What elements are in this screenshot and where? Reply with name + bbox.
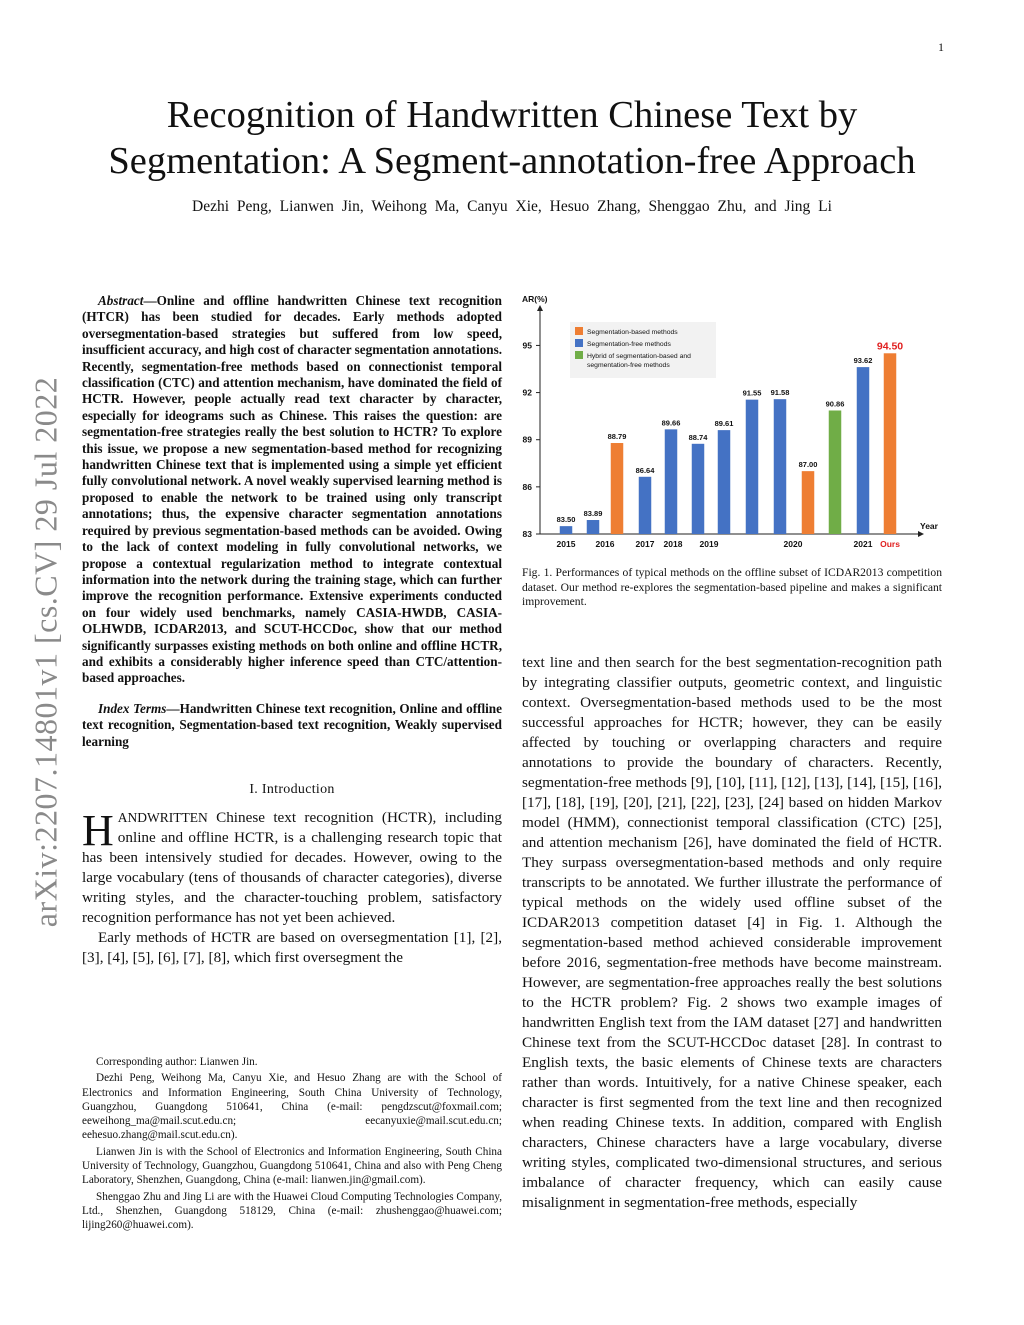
bar-88.79 xyxy=(611,443,624,534)
bar-value-label: 87.00 xyxy=(798,460,818,470)
bar-value-label: 91.55 xyxy=(742,388,762,398)
intro-paragraph-1 xyxy=(82,805,502,928)
title-line-2: Segmentation: A Segment-annotation-free Approach xyxy=(108,140,916,182)
footnotes xyxy=(82,1055,502,1235)
x-axis-label: Year xyxy=(920,521,938,531)
y-tick-label: 95 xyxy=(522,340,532,351)
intro-lead-word: ANDWRITTEN xyxy=(117,809,208,825)
bar-87.00 xyxy=(802,471,815,534)
footnote-corresponding: Corresponding author: Lianwen Jin. xyxy=(96,1056,258,1068)
x-tick-label: 2019 xyxy=(699,539,719,549)
y-axis-label: AR(%) xyxy=(522,296,548,304)
bar-value-label: 88.74 xyxy=(688,432,708,442)
y-tick-label: 86 xyxy=(522,481,532,492)
bar-chart xyxy=(518,296,948,558)
intro-paragraph-1-text: Chinese text recognition (HCTR), including online and offline HCTR, is a challenging research topic that has been intensively studied for decades. However, owing to the large vocabulary (tens of thousands of character categories), diverse writing styles, and the character-touching problem, satisfactory recognition performance has not yet been achieved. xyxy=(82,808,502,926)
section-heading-introduction: I. Introduction xyxy=(249,781,335,797)
abstract-text: —Online and offline handwritten Chinese text recognition (HTCR) has been studied for decades. Early methods adopted oversegmentation-based strategies but suffered from low speed, insufficient accuracy, and high cost of character segmentation annotations. Recently, segmentation-free methods based on connectionist temporal classification (CTC) and attention mechanism, have dominated the field of HCTR. However, people actually read text character by character, especially for ideograms such as Chinese. This raises the question: are segmentation-free strategies really the best solution to HCTR? To explore this issue, we propose a new segmentation-based method for recognizing handwritten Chinese text that is implemented using a simple yet efficient fully convolutional network. A novel weakly supervised learning method is proposed to enable the network to be trained using only transcript annotations; thus, the expensive character segmentation annotations required by previous segmentation-based methods can be avoided. Owing to the lack of context modeling in fully convolutional networks, we propose a contextual regularization method to integrate contextual information into the network during the training stage, which can further improve the recognition performance. Extensive experiments conducted on four widely used benchmarks, namely CASIA-HWDB, CASIA-OLHWDB, ICDAR2013, and SCUT-HCCDoc, show that our method significantly surpasses existing methods on both online and offline HCTR, and exhibits a considerably higher inference speed than CTC/attention-based approaches. xyxy=(82,293,502,686)
arxiv-identifier: arXiv:2207.14801v1 [cs.CV] 29 Jul 2022 xyxy=(27,376,64,928)
index-terms xyxy=(82,701,502,750)
y-tick-label: 92 xyxy=(522,387,532,398)
x-tick-label: 2017 xyxy=(635,539,655,549)
legend-swatch-segmentation_based xyxy=(575,327,583,335)
bar-89.66 xyxy=(665,429,678,534)
bar-value-label: 94.50 xyxy=(876,340,904,353)
index-terms-text: —Handwritten Chinese text recognition, Online and offline text recognition, Segmentation-based text recognition, Weakly supervised learning xyxy=(82,700,502,749)
legend-swatch-hybrid xyxy=(575,351,583,359)
bar-91.58 xyxy=(774,399,787,534)
page-number: 1 xyxy=(938,40,944,54)
x-tick-label: 2015 xyxy=(556,539,576,549)
bar-value-label: 83.50 xyxy=(556,515,576,525)
y-tick-label: 89 xyxy=(522,434,532,445)
bar-93.62 xyxy=(857,367,870,534)
title-line-1: Recognition of Handwritten Chinese Text by xyxy=(166,94,858,136)
index-terms-label: Index Terms xyxy=(98,700,167,716)
abstract xyxy=(82,293,502,687)
footnote-affiliation-2: Lianwen Jin is with the School of Electronics and Information Engineering, South China University of Technology, Guangzhou, Guangdong 510641, China and also with Peng Cheng Laboratory, Shenzhen, Guangdong, China (e-mail: lianwen.jin@gmail.com). xyxy=(82,1145,502,1187)
bar-value-label: 88.79 xyxy=(607,432,627,442)
footnote-affiliation-1: Dezhi Peng, Weihong Ma, Canyu Xie, and Hesuo Zhang are with the School of Electronics and Information Engineering, South China University of Technology, Guangzhou, Guangdong 510641, China (e-mail: pengdzscut@foxmail.com; eeweihong_ma@mail.scut.edu.cn; eecanyuxie@mail.scut.edu.cn; eehesuo.zhang@mail.scut.edu.cn). xyxy=(82,1072,502,1142)
bar-value-label: 93.62 xyxy=(853,356,873,366)
bar-90.86 xyxy=(829,410,842,534)
legend-label-line: Hybrid of segmentation-based and xyxy=(587,353,691,360)
y-axis-arrow xyxy=(537,305,543,311)
bar-91.55 xyxy=(746,400,759,534)
right-paragraph-1: text line and then search for the best segmentation-recognition path by integrating classifier outputs, geometric context, and linguistic context. Oversegmentation-based methods used to be the most successful approaches for HCTR; however, they can be easily affected by touching or overlapping characters and require annotations to provide the boundary of characters. Recently, segmentation-free methods [9], [10], [11], [12], [13], [14], [15], [16], [17], [18], [19], [20], [21], [22], [23], [24] based on hidden Markov model (HMM), connectionist temporal classification (CTC) [25], and attention mechanism [26], have dominated the field of HCTR. They surpass oversegmentation-based methods and only require transcripts to be annotated. We further illustrate the performance of typical methods on the widely used offline subset of the ICDAR2013 competition dataset [4] in Fig. 1. Although the segmentation-based method achieved considerable improvement before 2016, segmentation-free methods have become mainstream. However, are segmentation-free approaches really the best solutions to the HCTR problem? Fig. 2 shows two example images of handwritten English text from the IAM dataset [27] and handwritten Chinese text from the SCUT-HCCDoc dataset [28]. In contrast to English texts, the basic elements of Chinese texts are characters rather than words. Intuitively, for a native Chinese speaker, each character is first segmented from the text line and then recognized when reading Chinese texts. In addition, compared with English characters, Chinese characters have a large vocabulary, diverse writing styles, complicated two-dimensional structures, and serious imbalance of character frequency, which can easily cause misalignment in segmentation-free methods, especially xyxy=(522,654,942,1211)
legend-label-line: segmentation-free methods xyxy=(587,362,670,369)
bar-86.64 xyxy=(639,477,652,534)
bar-94.50 xyxy=(884,353,897,534)
bar-value-label: 86.64 xyxy=(635,465,655,475)
legend-label-segmentation_free: Segmentation-free methods xyxy=(587,341,671,348)
bar-value-label: 89.66 xyxy=(661,418,681,428)
drop-cap: H xyxy=(82,805,114,855)
legend-swatch-segmentation_free xyxy=(575,339,583,347)
bar-value-label: 90.86 xyxy=(825,399,845,409)
figure-1 xyxy=(518,296,948,558)
x-tick-label: 2018 xyxy=(663,539,683,549)
bar-83.50 xyxy=(560,526,573,534)
x-tick-label: Ours xyxy=(880,539,900,549)
bar-83.89 xyxy=(587,520,600,534)
right-column xyxy=(522,653,942,1213)
bar-88.74 xyxy=(692,444,705,534)
legend-label-segmentation_based: Segmentation-based methods xyxy=(587,329,678,336)
paper-title xyxy=(60,92,964,184)
figure-caption: Fig. 1. Performances of typical methods on the offline subset of ICDAR2013 competition dataset. Our method re-explores the segmentation-based pipeline and makes a significant improvement. xyxy=(522,566,942,609)
x-axis-arrow xyxy=(918,531,924,537)
footnote-affiliation-3: Shenggao Zhu and Jing Li are with the Huawei Cloud Computing Technologies Company, Ltd., Shenzhen, Guangdong 518129, China (e-mail: zhushenggao@huawei.com; lijing260@huawei.com). xyxy=(82,1190,502,1232)
bar-value-label: 89.61 xyxy=(714,419,734,429)
bar-value-label: 91.58 xyxy=(770,388,790,398)
bar-89.61 xyxy=(718,430,731,534)
x-tick-label: 2020 xyxy=(783,539,803,549)
author-list: Dezhi Peng, Lianwen Jin, Weihong Ma, Canyu Xie, Hesuo Zhang, Shenggao Zhu, and Jing Li xyxy=(192,198,832,215)
bar-value-label: 83.89 xyxy=(583,509,603,519)
intro-paragraph-2: Early methods of HCTR are based on oversegmentation [1], [2], [3], [4], [5], [6], [7], [8], which first oversegment the xyxy=(82,928,502,966)
abstract-label: Abstract xyxy=(98,293,144,308)
x-tick-label: 2021 xyxy=(853,539,873,549)
x-tick-label: 2016 xyxy=(595,539,615,549)
y-tick-label: 83 xyxy=(522,529,532,539)
left-column xyxy=(82,293,502,968)
